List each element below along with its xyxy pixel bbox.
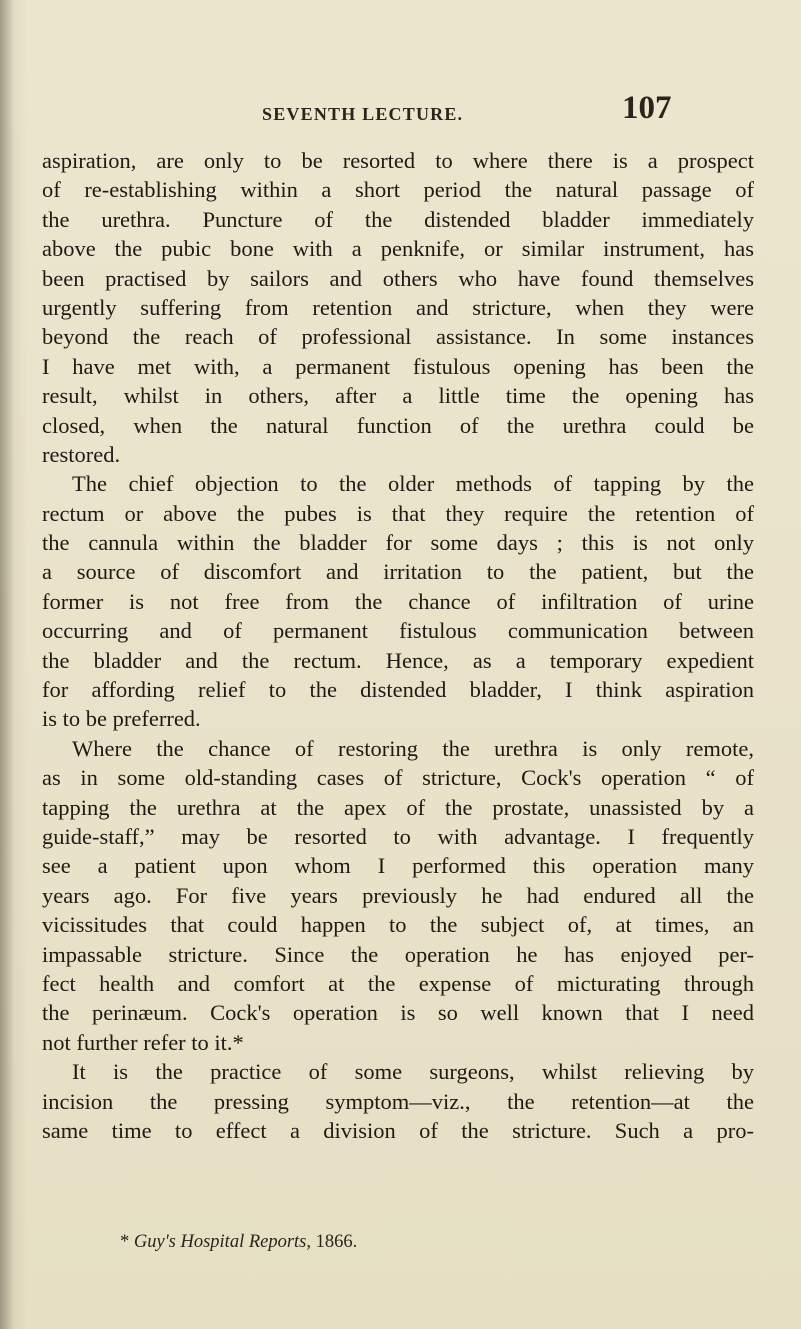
running-head: SEVENTH LECTURE. [262, 104, 464, 124]
text-line: of re-establishing within a short period the natural passage of [42, 177, 754, 203]
text-line: fect health and comfort at the expense of micturating through [42, 970, 754, 996]
text-line: for affording relief to the distended bladder, I think aspiration [42, 677, 754, 703]
text-line: a source of discomfort and irritation to the patient, but the [42, 559, 754, 585]
footnote-source: Guy's Hospital Reports, [133, 1232, 312, 1252]
footnote-marker: * [120, 1232, 134, 1252]
text-line: the bladder and the rectum. Hence, as a temporary expedient [42, 647, 754, 673]
text-line: the urethra. Puncture of the distended bladder immediately [42, 206, 754, 232]
footnote [120, 1232, 357, 1253]
text-line: impassable stricture. Since the operation he has enjoyed per- [42, 941, 754, 967]
text-line: guide-staff,” may be resorted to with advantage. I frequently [42, 823, 754, 849]
text-line: not further refer to it.* [42, 1029, 244, 1055]
text-line: result, whilst in others, after a little time the opening has [42, 383, 754, 409]
text-line: closed, when the natural function of the urethra could be [42, 412, 754, 438]
page-number: 107 [622, 90, 672, 126]
text-line: tapping the urethra at the apex of the prostate, unassisted by a [42, 794, 754, 820]
text-line: as in some old-standing cases of stricture, Cock's operation “ of [42, 765, 754, 791]
text-line: incision the pressing symptom—viz., the retention—at the [42, 1088, 754, 1114]
footnote-year: 1866. [311, 1232, 358, 1252]
text-line: the cannula within the bladder for some days ; this is not only [42, 530, 754, 556]
text-line: the perinæum. Cock's operation is so well known that I need [42, 1000, 754, 1026]
text-line: former is not free from the chance of infiltration of urine [42, 588, 754, 614]
text-line: years ago. For five years previously he had endured all the [42, 882, 754, 908]
text-line: vicissitudes that could happen to the subject of, at times, an [42, 912, 754, 938]
text-line: rectum or above the pubes is that they require the retention of [42, 500, 754, 526]
text-line: The chief objection to the older methods of tapping by the [72, 471, 754, 497]
text-line: Where the chance of restoring the urethra is only remote, [72, 735, 754, 761]
text-line: occurring and of permanent fistulous communication between [42, 618, 754, 644]
text-line: above the pubic bone with a penknife, or similar instrument, has [42, 236, 754, 262]
text-line: restored. [42, 441, 121, 467]
binding-shadow [0, 0, 14, 1329]
text-line: It is the practice of some surgeons, whilst relieving by [72, 1059, 754, 1085]
text-line: is to be preferred. [42, 706, 201, 732]
text-line: same time to effect a division of the stricture. Such a pro- [42, 1117, 754, 1143]
text-line: urgently suffering from retention and stricture, when they were [42, 294, 754, 320]
text-line: I have met with, a permanent fistulous opening has been the [42, 353, 754, 379]
text-line: see a patient upon whom I performed this operation many [42, 853, 754, 879]
text-line: aspiration, are only to be resorted to where there is a prospect [42, 148, 754, 173]
text-line: beyond the reach of professional assistance. In some instances [42, 324, 754, 350]
body-text [42, 146, 754, 1145]
text-line: been practised by sailors and others who have found themselves [42, 265, 754, 291]
